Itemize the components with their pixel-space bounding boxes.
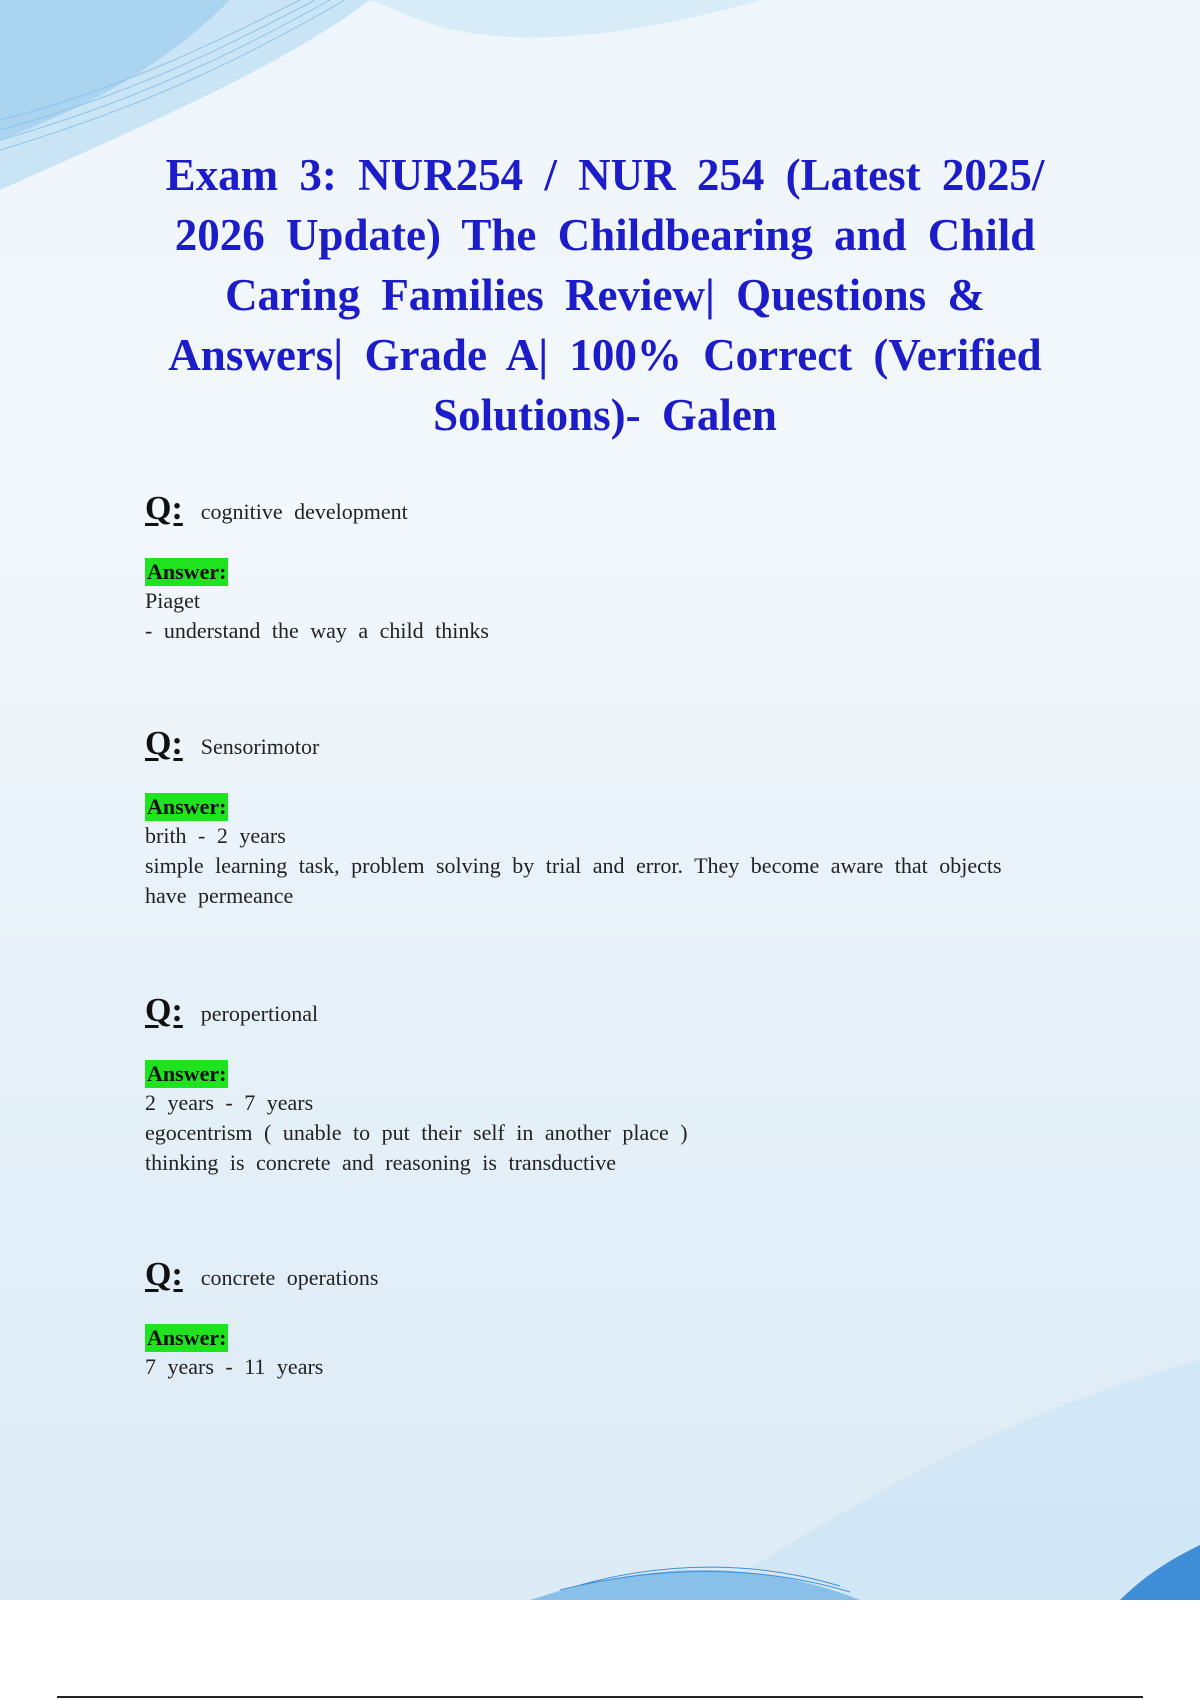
answer-label: Answer: xyxy=(147,1061,227,1086)
answer-label: Answer: xyxy=(147,794,227,819)
answer-line: simple learning task, problem solving by trial and error. They become aware that objects have permeance xyxy=(145,853,1014,908)
question-label: Q: xyxy=(145,490,183,527)
answer-line: 2 years - 7 years xyxy=(145,1090,314,1115)
qa-item xyxy=(145,725,1045,911)
question-text: Sensorimotor xyxy=(200,734,320,759)
answer-line: - understand the way a child thinks xyxy=(145,618,489,643)
qa-item xyxy=(145,490,1045,646)
qa-item xyxy=(145,992,1045,1178)
question-label: Q: xyxy=(145,725,183,762)
bottom-divider xyxy=(57,1696,1143,1698)
answer-label: Answer: xyxy=(147,1325,227,1350)
question-label: Q: xyxy=(145,992,183,1029)
answer-line: 7 years - 11 years xyxy=(145,1354,324,1379)
answer-line: Piaget xyxy=(145,588,200,613)
answer-label: Answer: xyxy=(147,559,227,584)
answer-line: thinking is concrete and reasoning is transductive xyxy=(145,1150,616,1175)
answer-line: egocentrism ( unable to put their self in another place ) xyxy=(145,1120,688,1145)
qa-item xyxy=(145,1256,1045,1382)
document-title: Exam 3: NUR254 / NUR 254 (Latest 2025/ 2026 Update) The Childbearing and Child Caring Families Review| Questions & Answers| Grade A| 100% Correct (Verified Solutions)- Galen xyxy=(165,150,1045,440)
question-text: peropertional xyxy=(200,1001,319,1026)
question-label: Q: xyxy=(145,1256,183,1293)
question-text: cognitive development xyxy=(200,499,408,524)
question-text: concrete operations xyxy=(200,1265,379,1290)
answer-line: brith - 2 years xyxy=(145,823,286,848)
